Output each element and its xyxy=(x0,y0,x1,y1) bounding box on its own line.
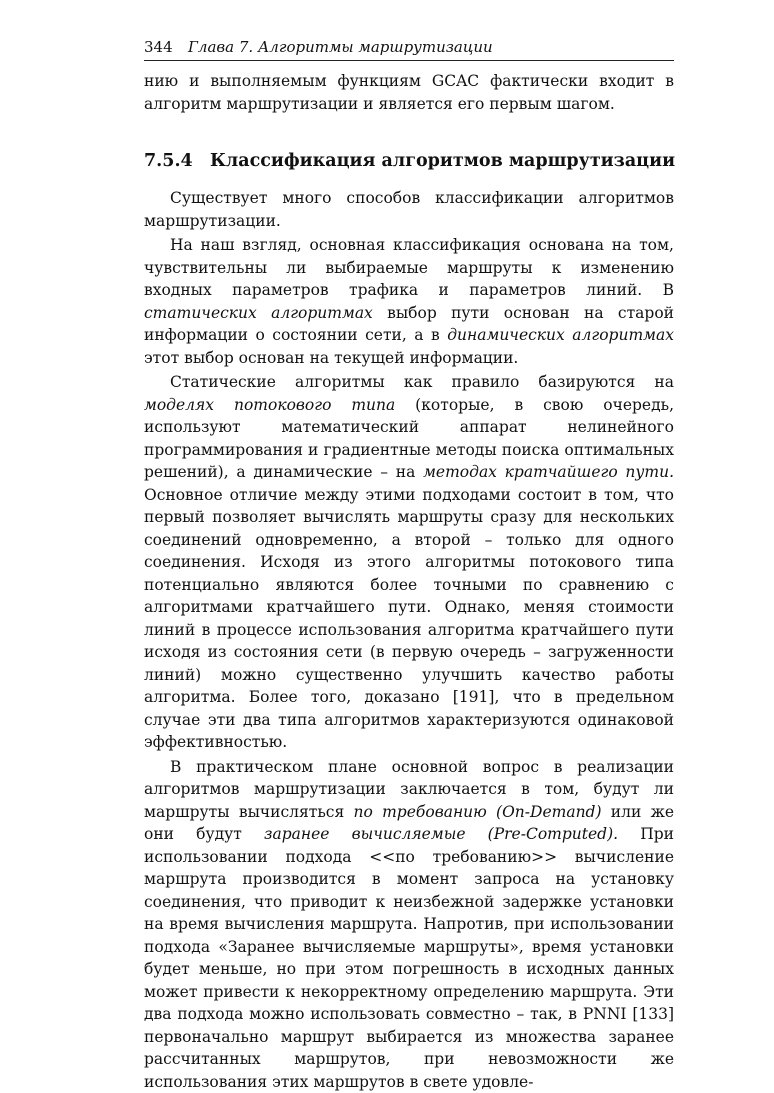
term-pre-computed: заранее вычисляемые (Pre-Computed). xyxy=(264,825,618,843)
section-title: Классификация алгоритмов маршрутизации xyxy=(210,151,675,171)
paragraph-4-text-c: При использовании подхода <<по требованию>> вычисление маршрута производится в момент запроса на установку соединения, что приводит к неизбежной задержке установки на время вычисления маршрута. Напротив, при использовании подхода «Заранее вычисляемые маршруты», время установки будет меньше, но при этом погрешность в исходных данных может привести к некорректному определению маршрута. Эти два подхода можно использовать совместно – так, в PNNI [133] первоначально маршрут выбирается из множества заранее рассчитанных маршрутов, при невозможности же использования этих маршрутов в свете удовле- xyxy=(144,825,674,1091)
page-number: 344 xyxy=(144,36,188,58)
term-static-algorithms: статических алгоритмах xyxy=(144,304,373,322)
term-on-demand: по требованию (On-Demand) xyxy=(354,803,602,821)
paragraph-2-text-a: На наш взгляд, основная классификация основана на том, чувствительны ли выбираемые маршруты к изменению входных параметров трафика и параметров линий. В xyxy=(144,236,674,299)
page-body xyxy=(144,70,674,1093)
paragraph-3-text-a: Статические алгоритмы как правило базируются на xyxy=(170,373,674,391)
chapter-title: Глава 7. Алгоритмы маршрутизации xyxy=(188,38,493,56)
running-header xyxy=(144,36,674,58)
paragraph-3-text-b: (которые, в свою очередь, используют математический аппарат нелинейного программирования и градиентные методы поиска оптимальных решений), а динамические – на xyxy=(144,396,674,482)
intro-paragraph: нию и выполняемым функциям GCAC фактически входит в алгоритм маршрутизации и является его первым шагом. xyxy=(144,70,674,115)
paragraph-4-text-a: В практическом плане основной вопрос в реализации алгоритмов маршрутизации заключается в том, будут ли маршруты вычисляться xyxy=(144,758,674,821)
paragraph-2 xyxy=(144,234,674,369)
paragraph-1: Существует много способов классификации алгоритмов маршрутизации. xyxy=(144,187,674,232)
term-flow-models: моделях потокового типа xyxy=(144,396,395,414)
paragraph-3-text-c: Основное отличие между этими подходами состоит в том, что первый позволяет вычислять маршруты сразу для нескольких соединений одновременно, а второй – только для одного соединения. Исходя из этого алгоритмы потокового типа потенциально являются более точными по сравнению с алгоритмами кратчайшего пути. Однако, меняя стоимости линий в процессе использования алгоритма кратчайшего пути исходя из состояния сети (в первую очередь – загруженности линий) можно существенно улучшить качество работы алгоритма. Более того, доказано [191], что в предельном случае эти два типа алгоритмов характеризуются одинаковой эффективностью. xyxy=(144,486,674,752)
paragraph-2-text-c: этот выбор основан на текущей информации. xyxy=(144,349,518,367)
paragraph-4 xyxy=(144,756,674,1093)
paragraph-2-text-b: выбор пути основан на старой информации о состоянии сети, а в xyxy=(144,304,674,345)
paragraph-4-text-b: или же они будут xyxy=(144,803,674,844)
term-shortest-path: методах кратчайшего пути. xyxy=(423,463,674,481)
section-number: 7.5.4 xyxy=(144,149,210,173)
section-heading xyxy=(144,149,674,173)
header-rule xyxy=(144,60,674,61)
paragraph-3 xyxy=(144,371,674,754)
term-dynamic-algorithms: динамических алгоритмах xyxy=(447,326,674,344)
